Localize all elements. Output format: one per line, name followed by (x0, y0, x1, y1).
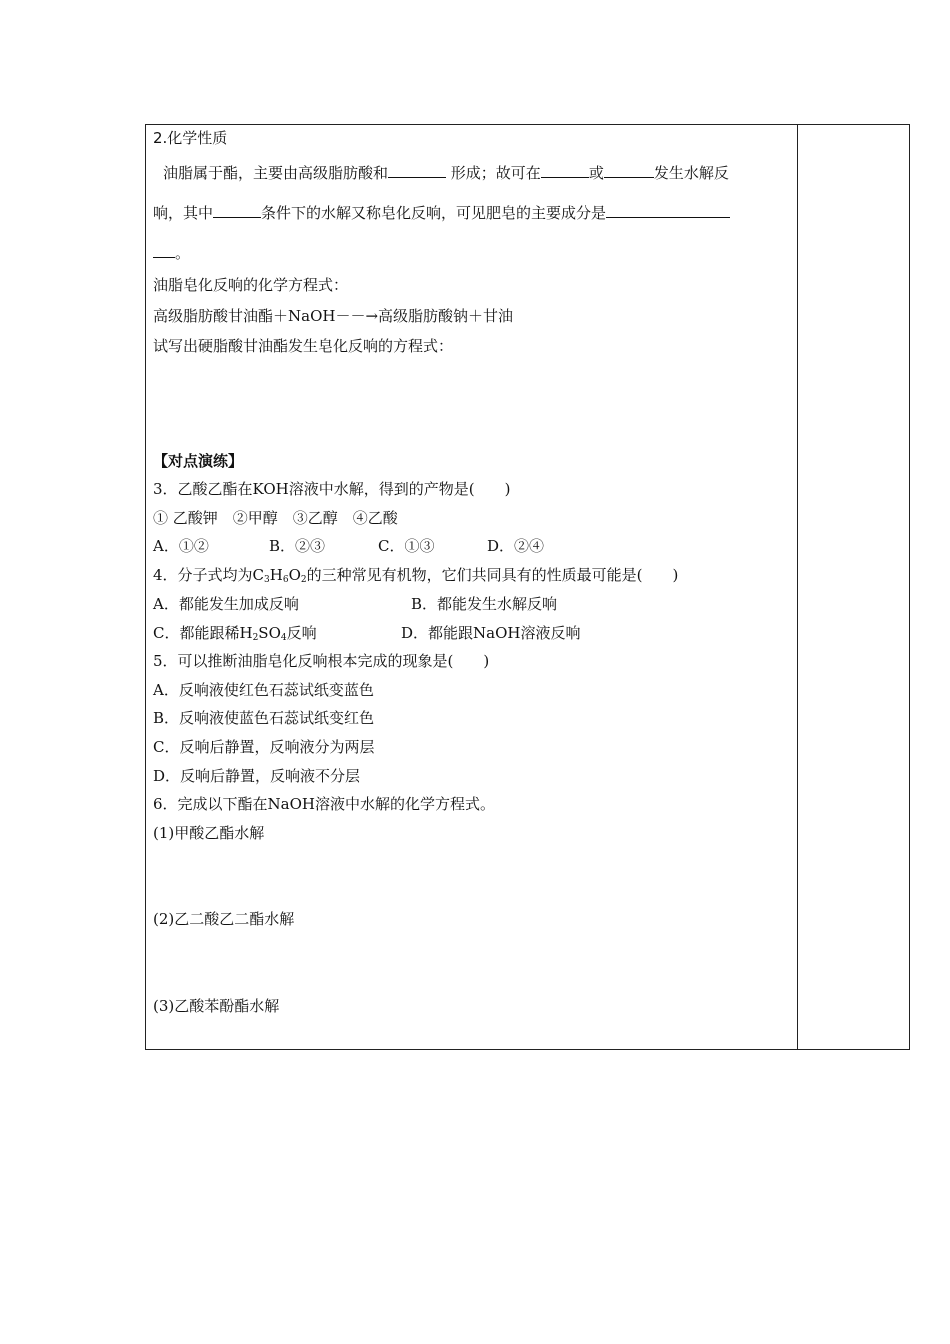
fill-blank (606, 203, 730, 218)
question-3-option-c: C．①③ (378, 537, 435, 555)
equation-title: 油脂皂化反响的化学方程式： (153, 276, 349, 294)
fill-blank (388, 163, 446, 178)
question-6-part-2: (2)乙二酸乙二酯水解 (153, 910, 295, 928)
fill-blank (213, 203, 261, 218)
question-3-items: ① 乙酸钾 ②甲醇 ③乙醇 ④乙酸 (153, 509, 398, 527)
question-5: 5．可以推断油脂皂化反响根本完成的现象是( ) (153, 652, 490, 670)
question-4-option-b: B．都能发生水解反响 (411, 595, 558, 613)
question-3-option-d: D．②④ (487, 537, 545, 555)
table-column-divider (797, 124, 798, 1050)
fill-blank (541, 163, 589, 178)
question-4-option-c: C．都能跟稀$H_2SO_4$反响 (153, 624, 317, 643)
question-3-option-b: B．②③ (269, 537, 326, 555)
question-6-part-1: (1)甲酸乙酯水解 (153, 824, 265, 842)
question-6-part-3: (3)乙酸苯酚酯水解 (153, 997, 280, 1015)
section-heading: 2.化学性质 (153, 129, 228, 147)
question-3: 3．乙酸乙酯在KOH溶液中水解，得到的产物是( ) (153, 480, 511, 498)
question-5-option-b: B．反响液使蓝色石蕊试纸变红色 (153, 709, 375, 727)
practice-title: 【对点演练】 (153, 452, 244, 470)
fill-blank (153, 243, 175, 258)
question-5-option-a: A．反响液使红色石蕊试纸变蓝色 (153, 681, 374, 699)
question-4-option-d: D．都能跟NaOH溶液反响 (401, 624, 581, 642)
question-5-option-c: C．反响后静置，反响液分为两层 (153, 738, 375, 756)
paragraph-line-2: 响，其中 条件下的水解又称皂化反响，可见肥皂的主要成分是 (153, 203, 730, 223)
try-write-prompt: 试写出硬脂酸甘油酯发生皂化反响的方程式： (153, 337, 454, 355)
fill-blank (604, 163, 654, 178)
question-5-option-d: D．反响后静置，反响液不分层 (153, 767, 361, 785)
question-6: 6．完成以下酯在NaOH溶液中水解的化学方程式。 (153, 795, 495, 813)
paragraph-line-3: 。 (153, 243, 190, 263)
question-3-option-a: A．①② (153, 537, 209, 555)
question-4: 4．分子式均为$C_3H_6O_2$的三种常见有机物，它们共同具有的性质最可能是( ) (153, 566, 679, 585)
paragraph-line-1: 油脂属于酯，主要由高级脂肪酸和 形成；故可在 或 发生水解反 (163, 164, 729, 182)
question-4-option-a: A．都能发生加成反响 (153, 595, 299, 613)
equation-line: 高级脂肪酸甘油酯＋NaOH－－→高级脂肪酸钠＋甘油 (153, 307, 514, 325)
